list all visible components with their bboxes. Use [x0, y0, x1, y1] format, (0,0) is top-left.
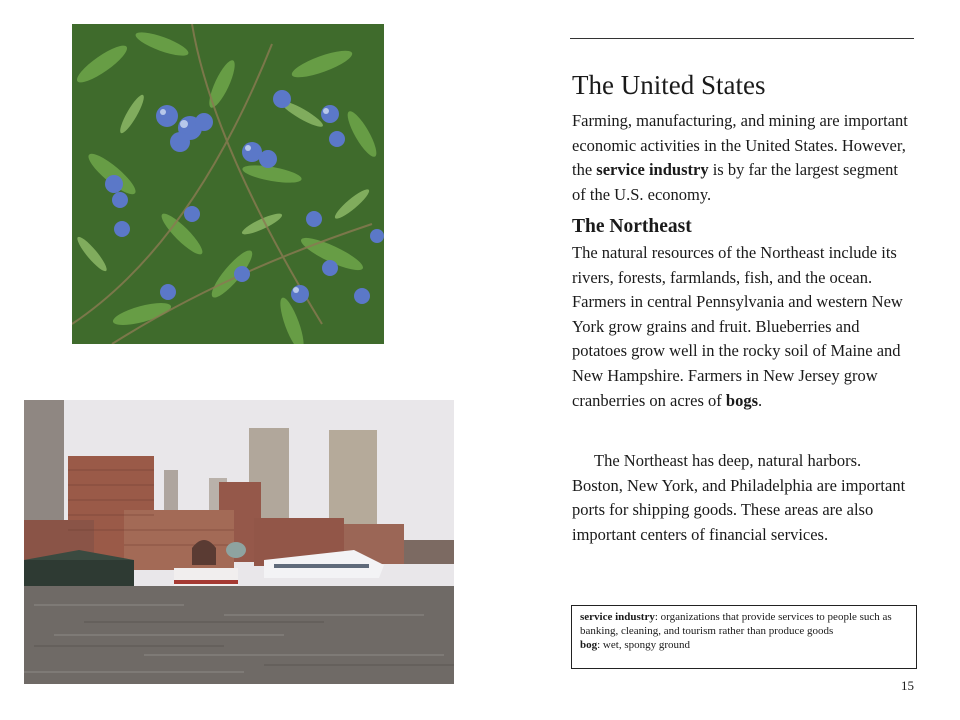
glossary-definition: : organizations that provide services to people such as banking, cleaning, and tourism rather than produce goods — [580, 611, 892, 637]
para1-text-after: . — [758, 390, 763, 410]
intro-paragraph — [572, 109, 914, 207]
header-rule — [570, 38, 914, 39]
glossary-entry — [580, 610, 910, 638]
glossary-box — [571, 605, 917, 669]
intro-text-after: is by far the largest segment of the U.S. economy. — [572, 160, 898, 204]
glossary-definition: : wet, spongy ground — [597, 639, 691, 651]
term-bogs: bogs — [725, 390, 759, 410]
page-number: 15 — [901, 678, 914, 693]
blueberry-bush-photo — [72, 24, 384, 344]
glossary-term: service industry — [580, 611, 655, 623]
northeast-paragraph-2: The Northeast has deep, natural harbors. Boston, New York, and Philadelphia are important ports for shipping goods. These areas are also important centers of financial services. — [572, 451, 906, 544]
para1-text-before: The natural resources of the Northeast include its rivers, forests, farmlands, fish, and the ocean. Farmers in central Pennsylvania and western New York grow grains and fruit. Blueberries and potatoes grow well in the rocky soil of Maine and New Hampshire. Farmers in New Jersey grow cranberries on acres of — [572, 243, 903, 410]
section-heading: The Northeast — [572, 216, 692, 237]
page-title: The United States — [572, 70, 766, 100]
term-service-industry: service industry — [596, 160, 709, 179]
intro-text-before: Farming, manufacturing, and mining are important economic activities in the United States. However, the — [572, 111, 908, 179]
glossary-term: bog — [580, 639, 598, 651]
boston-harbor-photo — [24, 400, 454, 684]
glossary-entry — [580, 638, 910, 652]
northeast-paragraph-1 — [572, 241, 914, 413]
